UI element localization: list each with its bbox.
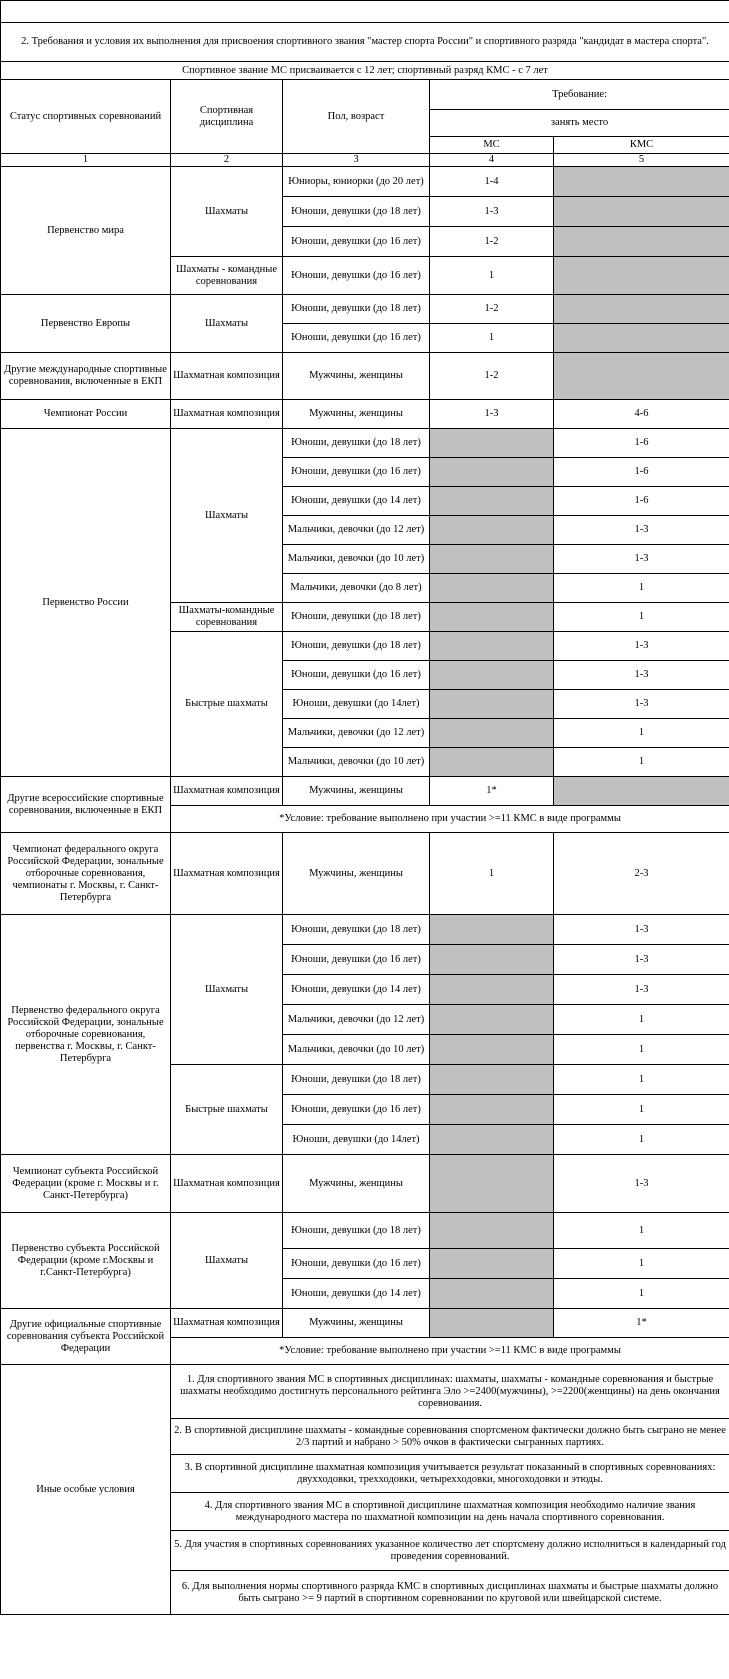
discipline-cell: Шахматы-командные соревнования xyxy=(171,603,283,632)
age-cell: Юноши, девушки (до 14лет) xyxy=(283,690,430,719)
age-cell: Юноши, девушки (до 14 лет) xyxy=(283,975,430,1005)
kms-place: 1 xyxy=(554,748,729,777)
discipline-cell: Шахматы xyxy=(171,295,283,353)
kms-place-empty xyxy=(554,257,729,295)
ms-place-empty xyxy=(430,603,554,632)
age-cell: Юноши, девушки (до 18 лет) xyxy=(283,632,430,661)
age-cell: Юноши, девушки (до 18 лет) xyxy=(283,197,430,227)
age-note-row xyxy=(1,62,729,80)
kms-place: 1 xyxy=(554,719,729,748)
kms-place: 1 xyxy=(554,1125,729,1155)
special-condition: 1. Для спортивного звания МС в спортивных дисциплинах: шахматы, шахматы - командные соревнования и быстрые шахматы необходимо достигнуть персонального рейтинга Эло >=2400(мужчины), >=2200(женщины) на день окончания соревнования. xyxy=(171,1365,729,1419)
status-cell: Другие всероссийские спортивные соревнования, включенные в ЕКП xyxy=(1,777,171,833)
age-cell: Юноши, девушки (до 16 лет) xyxy=(283,257,430,295)
age-cell: Мальчики, девочки (до 8 лет) xyxy=(283,574,430,603)
kms-place: 1 xyxy=(554,574,729,603)
kms-place: 1-3 xyxy=(554,516,729,545)
ms-place: 1 xyxy=(430,324,554,353)
ms-place: 1-2 xyxy=(430,295,554,324)
kms-place: 1 xyxy=(554,1249,729,1279)
discipline-cell: Шахматная композиция xyxy=(171,1309,283,1338)
age-cell: Юноши, девушки (до 18 лет) xyxy=(283,429,430,458)
status-cell: Чемпионат федерального округа Российской Федерации, зональные отборочные соревнования, чемпионаты г. Москвы, г. Санкт-Петербурга xyxy=(1,833,171,915)
status-cell: Первенство субъекта Российской Федерации (кроме г.Москвы и г.Санкт-Петербурга) xyxy=(1,1213,171,1309)
kms-place: 1 xyxy=(554,1213,729,1249)
kms-place: 4-6 xyxy=(554,400,729,429)
discipline-cell: Шахматная композиция xyxy=(171,833,283,915)
special-condition: 5. Для участия в спортивных соревнованиях указанное количество лет спортсмену должно исполниться в календарный год проведения соревнований. xyxy=(171,1531,729,1571)
table-row xyxy=(1,167,729,197)
age-cell: Юноши, девушки (до 14 лет) xyxy=(283,487,430,516)
age-cell: Юноши, девушки (до 16 лет) xyxy=(283,324,430,353)
age-cell: Юноши, девушки (до 16 лет) xyxy=(283,1095,430,1125)
special-condition: 2. В спортивной дисциплине шахматы - командные соревнования спортсменом фактически должно быть сыграно не менее 2/3 партий и набрано > 50% очков в фактически сыгранных партиях. xyxy=(171,1419,729,1455)
age-cell: Юноши, девушки (до 18 лет) xyxy=(283,1213,430,1249)
kms-place: 1 xyxy=(554,1005,729,1035)
kms-place: 1-6 xyxy=(554,429,729,458)
top-spacer-cell xyxy=(1,1,729,23)
header-row-1 xyxy=(1,80,729,110)
age-cell: Юноши, девушки (до 16 лет) xyxy=(283,945,430,975)
kms-place: 1-3 xyxy=(554,975,729,1005)
status-cell: Иные особые условия xyxy=(1,1365,171,1615)
status-cell: Первенство федерального округа Российской Федерации, зональные отборочные соревнования, первенства г. Москвы, г. Санкт-Петербурга xyxy=(1,915,171,1155)
age-cell: Юноши, девушки (до 16 лет) xyxy=(283,661,430,690)
table-row xyxy=(1,777,729,806)
ms-place-empty xyxy=(430,632,554,661)
ms-place-empty xyxy=(430,915,554,945)
age-cell: Юноши, девушки (до 18 лет) xyxy=(283,1065,430,1095)
age-cell: Мужчины, женщины xyxy=(283,777,430,806)
ms-place-empty xyxy=(430,545,554,574)
kms-place: 1-3 xyxy=(554,915,729,945)
ms-place-empty xyxy=(430,516,554,545)
col-number: 4 xyxy=(430,154,554,167)
ms-place-empty xyxy=(430,945,554,975)
age-cell: Мужчины, женщины xyxy=(283,353,430,400)
ms-place-empty xyxy=(430,719,554,748)
header-take-place: занять место xyxy=(430,110,729,137)
ms-place-empty xyxy=(430,429,554,458)
discipline-cell: Быстрые шахматы xyxy=(171,632,283,777)
header-discipline: Спортивная дисциплина xyxy=(171,80,283,154)
kms-place: 1-3 xyxy=(554,945,729,975)
ms-place-empty xyxy=(430,458,554,487)
ms-place: 1-3 xyxy=(430,400,554,429)
ms-place: 1 xyxy=(430,833,554,915)
table-row xyxy=(1,833,729,915)
col-number: 3 xyxy=(283,154,430,167)
kms-place: 1-3 xyxy=(554,545,729,574)
discipline-cell: Шахматная композиция xyxy=(171,777,283,806)
discipline-cell: Шахматная композиция xyxy=(171,400,283,429)
kms-place: 1-3 xyxy=(554,1155,729,1213)
kms-place: 1 xyxy=(554,1035,729,1065)
age-cell: Мальчики, девочки (до 10 лет) xyxy=(283,1035,430,1065)
ms-place-empty xyxy=(430,1249,554,1279)
column-number-row xyxy=(1,154,729,167)
status-cell: Чемпионат России xyxy=(1,400,171,429)
kms-place-empty xyxy=(554,167,729,197)
col-number: 1 xyxy=(1,154,171,167)
title-row xyxy=(1,23,729,62)
discipline-cell: Шахматы xyxy=(171,429,283,603)
kms-place-empty xyxy=(554,353,729,400)
special-condition: 6. Для выполнения нормы спортивного разряда КМС в спортивных дисциплинах шахматы и быстрые шахматы должно быть сыграно >= 9 партий в спортивном соревновании по круговой или швейцарской системе. xyxy=(171,1571,729,1615)
table-row xyxy=(1,1365,729,1419)
age-cell: Юноши, девушки (до 18 лет) xyxy=(283,603,430,632)
ms-place-empty xyxy=(430,1095,554,1125)
ms-place: 1-4 xyxy=(430,167,554,197)
kms-place-empty xyxy=(554,295,729,324)
ms-place-empty xyxy=(430,1035,554,1065)
age-cell: Юниоры, юниорки (до 20 лет) xyxy=(283,167,430,197)
ms-place-empty xyxy=(430,1125,554,1155)
ms-place-empty xyxy=(430,574,554,603)
condition-note: *Условие: требование выполнено при участии >=11 КМС в виде программы xyxy=(171,806,729,833)
status-cell: Первенство Европы xyxy=(1,295,171,353)
header-gender-age: Пол, возраст xyxy=(283,80,430,154)
age-cell: Юноши, девушки (до 18 лет) xyxy=(283,915,430,945)
special-condition: 3. В спортивной дисциплине шахматная композиция учитывается результат показанный в спортивных соревнованиях: двухходовки, трехходовки, четырехходовки, многоходовки и этюды. xyxy=(171,1455,729,1493)
age-cell: Мальчики, девочки (до 12 лет) xyxy=(283,516,430,545)
ms-place-empty xyxy=(430,661,554,690)
ms-place-empty xyxy=(430,690,554,719)
page-title: 2. Требования и условия их выполнения для присвоения спортивного звания "мастер спорта России" и спортивного разряда "кандидат в мастера спорта". xyxy=(1,23,729,62)
ms-place: 1-3 xyxy=(430,197,554,227)
status-cell: Первенство мира xyxy=(1,167,171,295)
status-cell: Другие официальные спортивные соревнования субъекта Российской Федерации xyxy=(1,1309,171,1365)
table-row xyxy=(1,915,729,945)
kms-place-empty xyxy=(554,777,729,806)
age-cell: Мальчики, девочки (до 10 лет) xyxy=(283,545,430,574)
discipline-cell: Шахматная композиция xyxy=(171,353,283,400)
ms-place-empty xyxy=(430,1005,554,1035)
table-row xyxy=(1,353,729,400)
status-cell: Чемпионат субъекта Российской Федерации (кроме г. Москвы и г. Санкт-Петербурга) xyxy=(1,1155,171,1213)
kms-place-empty xyxy=(554,227,729,257)
table-row xyxy=(1,1155,729,1213)
discipline-cell: Шахматы xyxy=(171,915,283,1065)
table-row xyxy=(1,1309,729,1338)
header-status: Статус спортивных соревнований xyxy=(1,80,171,154)
kms-place: 1-6 xyxy=(554,487,729,516)
kms-place: 1* xyxy=(554,1309,729,1338)
condition-note: *Условие: требование выполнено при участии >=11 КМС в виде программы xyxy=(171,1338,729,1365)
kms-place: 1-3 xyxy=(554,632,729,661)
top-spacer-row xyxy=(1,1,729,23)
ms-place-empty xyxy=(430,1213,554,1249)
kms-place: 1 xyxy=(554,603,729,632)
special-condition: 4. Для спортивного звания МС в спортивной дисциплине шахматная композиция необходимо наличие звания международного мастера по шахматной композиции на день начала спортивного соревнования. xyxy=(171,1493,729,1531)
kms-place: 1-6 xyxy=(554,458,729,487)
ms-place-empty xyxy=(430,748,554,777)
kms-place-empty xyxy=(554,324,729,353)
ms-place-empty xyxy=(430,1155,554,1213)
discipline-cell: Шахматы xyxy=(171,1213,283,1309)
kms-place: 1-3 xyxy=(554,690,729,719)
ms-place-empty xyxy=(430,975,554,1005)
kms-place: 1 xyxy=(554,1279,729,1309)
age-cell: Юноши, девушки (до 16 лет) xyxy=(283,227,430,257)
ms-place: 1-2 xyxy=(430,353,554,400)
col-number: 2 xyxy=(171,154,283,167)
table-row xyxy=(1,295,729,324)
table-row xyxy=(1,429,729,458)
age-cell: Мужчины, женщины xyxy=(283,400,430,429)
age-cell: Мужчины, женщины xyxy=(283,1155,430,1213)
age-cell: Мальчики, девочки (до 12 лет) xyxy=(283,719,430,748)
status-cell: Первенство России xyxy=(1,429,171,777)
table-row xyxy=(1,400,729,429)
kms-place: 1-3 xyxy=(554,661,729,690)
ms-place-empty xyxy=(430,487,554,516)
age-cell: Мальчики, девочки (до 10 лет) xyxy=(283,748,430,777)
col-number: 5 xyxy=(554,154,729,167)
age-cell: Мужчины, женщины xyxy=(283,1309,430,1338)
age-cell: Юноши, девушки (до 16 лет) xyxy=(283,458,430,487)
kms-place: 2-3 xyxy=(554,833,729,915)
age-cell: Юноши, девушки (до 18 лет) xyxy=(283,295,430,324)
age-note: Спортивное звание МС присваивается с 12 лет; спортивный разряд КМС - с 7 лет xyxy=(1,62,729,80)
ms-place: 1 xyxy=(430,257,554,295)
age-cell: Мужчины, женщины xyxy=(283,833,430,915)
table-row xyxy=(1,1213,729,1249)
discipline-cell: Шахматы - командные соревнования xyxy=(171,257,283,295)
discipline-cell: Шахматы xyxy=(171,167,283,257)
ms-place-empty xyxy=(430,1065,554,1095)
header-kms: КМС xyxy=(554,137,729,154)
ms-place: 1* xyxy=(430,777,554,806)
status-cell: Другие международные спортивные соревнования, включенные в ЕКП xyxy=(1,353,171,400)
kms-place: 1 xyxy=(554,1095,729,1125)
header-requirement: Требование: xyxy=(430,80,729,110)
age-cell: Юноши, девушки (до 14 лет) xyxy=(283,1279,430,1309)
ms-place-empty xyxy=(430,1309,554,1338)
kms-place-empty xyxy=(554,197,729,227)
age-cell: Мальчики, девочки (до 12 лет) xyxy=(283,1005,430,1035)
header-ms: МС xyxy=(430,137,554,154)
age-cell: Юноши, девушки (до 14лет) xyxy=(283,1125,430,1155)
ms-place-empty xyxy=(430,1279,554,1309)
age-cell: Юноши, девушки (до 16 лет) xyxy=(283,1249,430,1279)
discipline-cell: Быстрые шахматы xyxy=(171,1065,283,1155)
ms-place: 1-2 xyxy=(430,227,554,257)
kms-place: 1 xyxy=(554,1065,729,1095)
discipline-cell: Шахматная композиция xyxy=(171,1155,283,1213)
